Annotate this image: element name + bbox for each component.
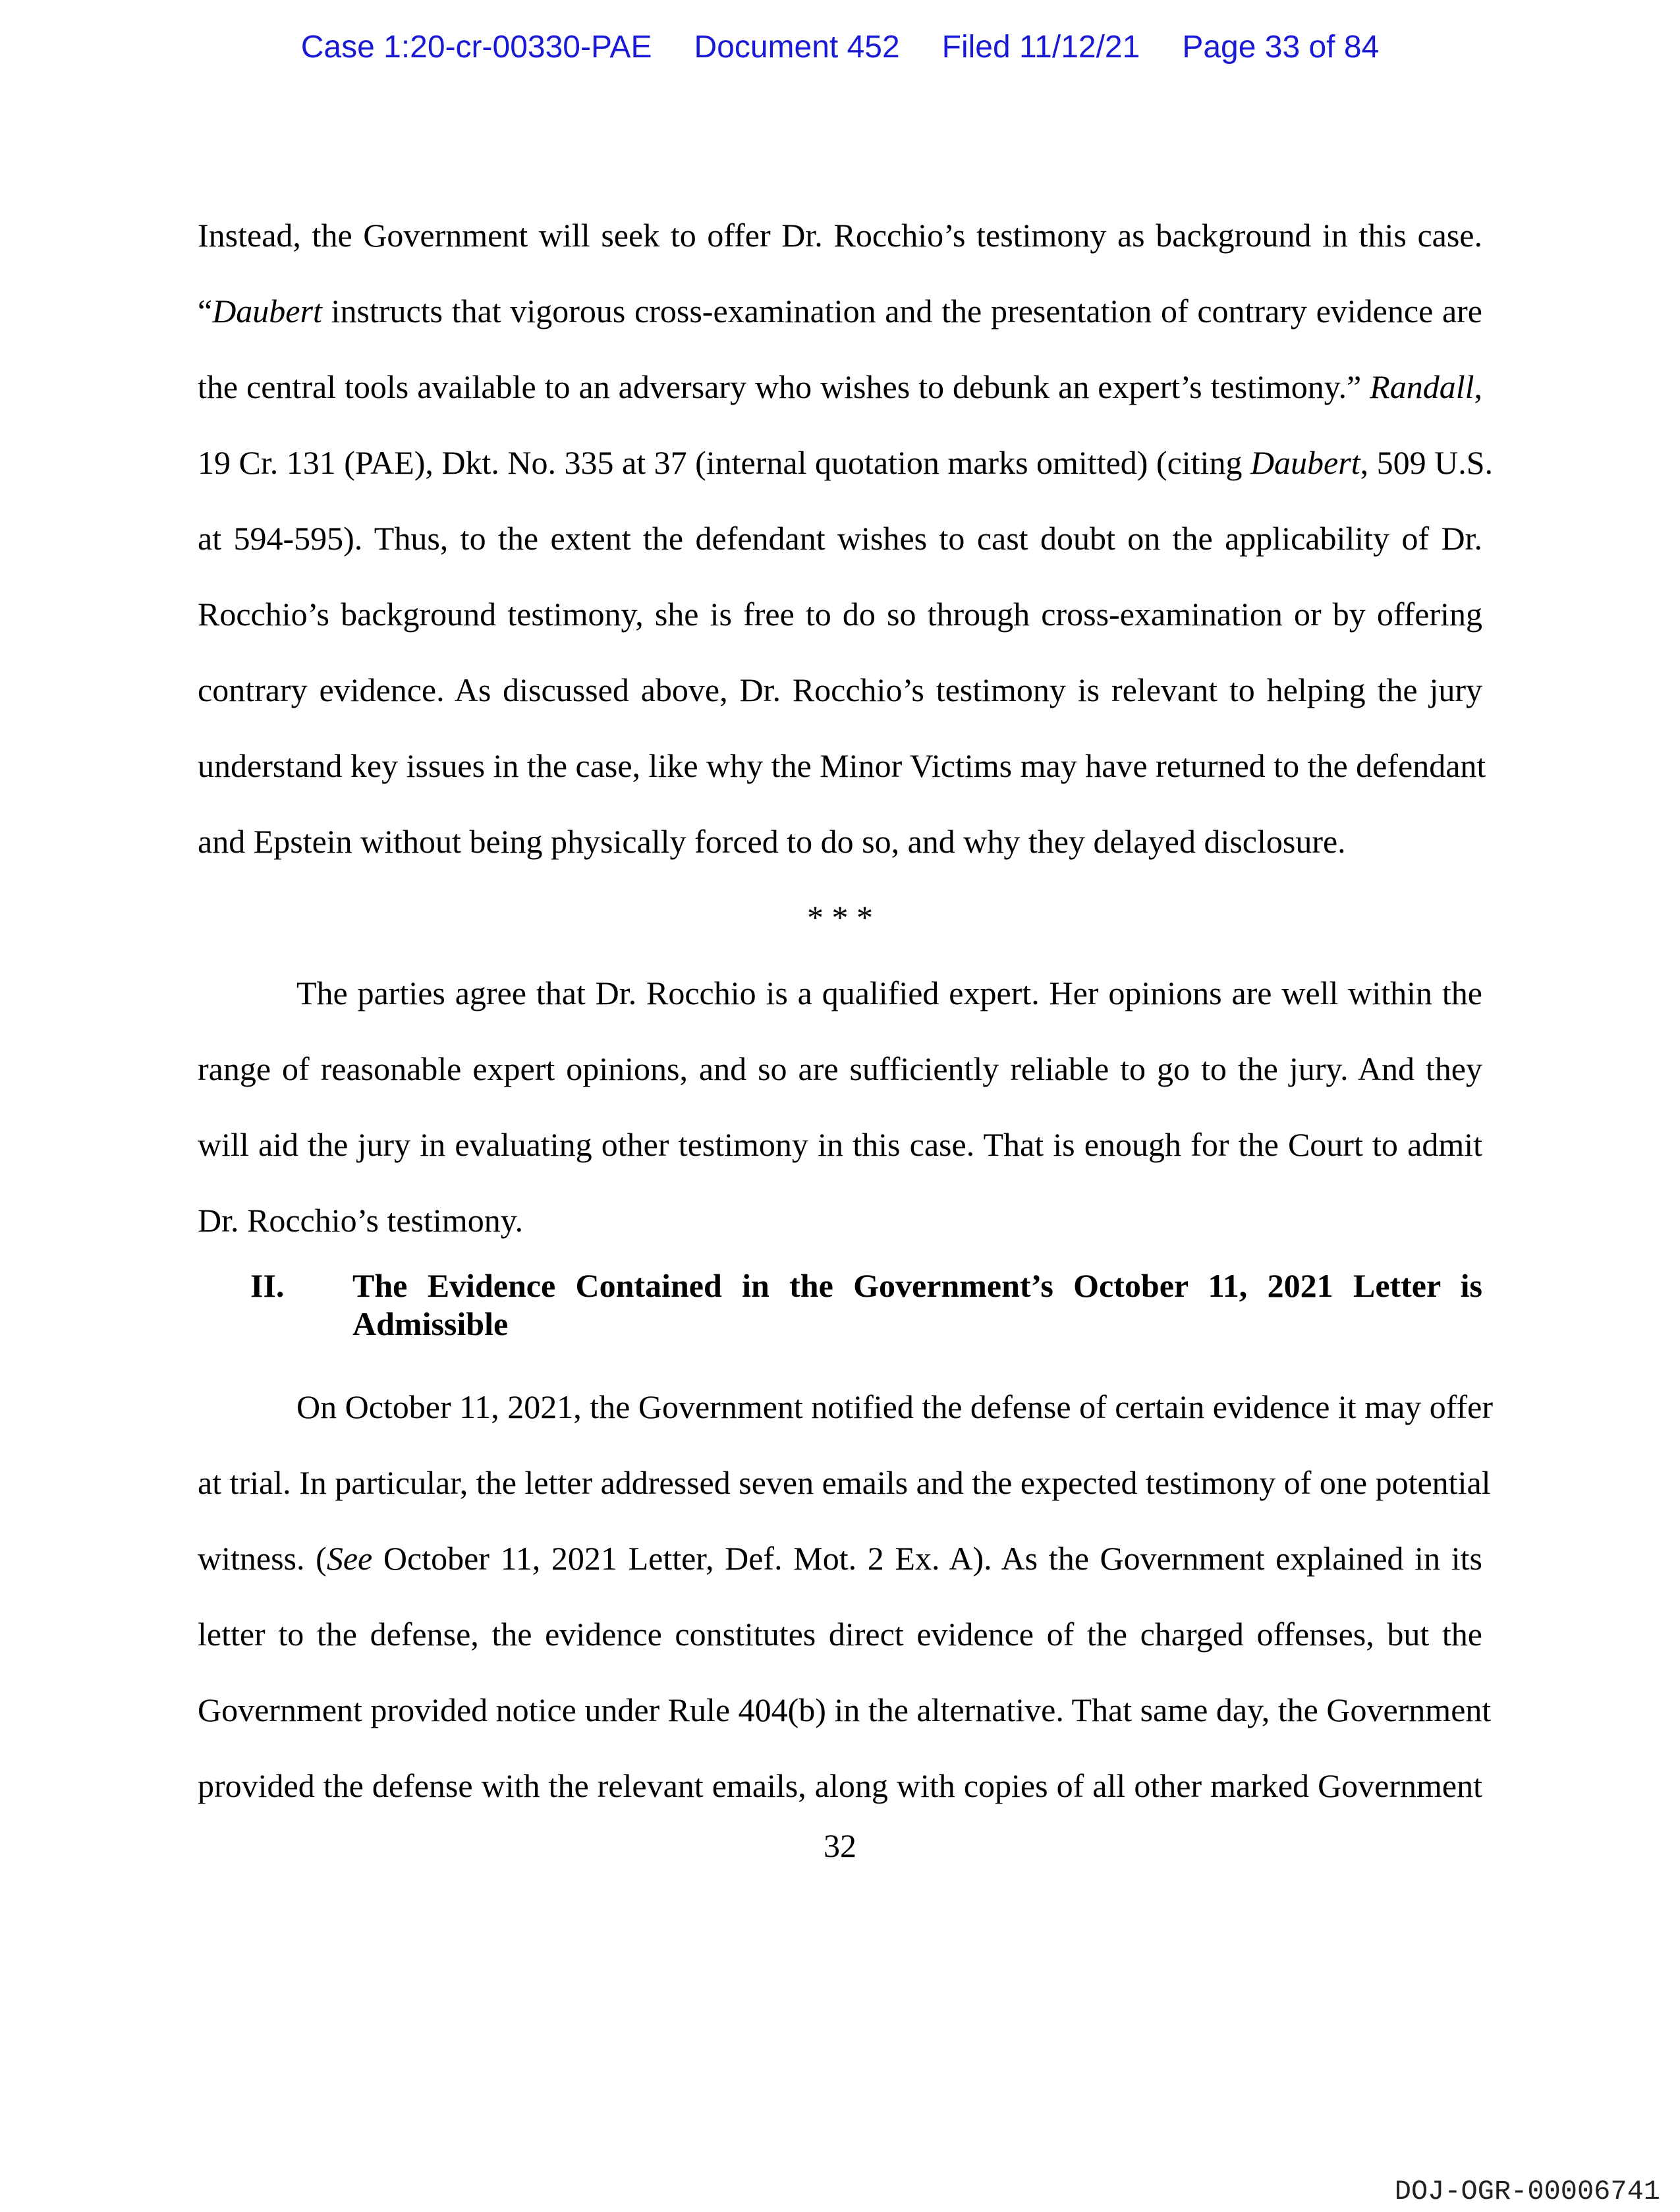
text-line: understand key issues in the case, like why the Minor Victims may have returned to the defendant	[198, 747, 1486, 784]
section-i-continuation-paragraph	[198, 198, 1494, 880]
page-number: 32	[824, 1827, 856, 1864]
text-line: at trial. In particular, the letter addressed seven emails and the expected testimony of one potential	[198, 1464, 1491, 1501]
filed-date: Filed 11/12/21	[941, 30, 1140, 65]
case-citation-randall: Randall	[1370, 368, 1474, 405]
page-indicator: Page 33 of 84	[1182, 30, 1380, 65]
text-line: provided the defense with the relevant emails, along with copies of all other marked Government	[198, 1767, 1482, 1804]
signal-see: See	[326, 1540, 373, 1577]
case-citation-daubert: Daubert	[1250, 444, 1360, 481]
text-line: at 594-595). Thus, to the extent the defendant wishes to cast doubt on the applicability of Dr.	[198, 520, 1482, 557]
text-line: the central tools available to an adversary who wishes to debunk an expert’s testimony.” Randall,	[198, 368, 1482, 405]
section-separator: * * *	[807, 899, 873, 936]
text-line: and Epstein without being physically forced to do so, and why they delayed disclosure.	[198, 823, 1346, 860]
text-line: Rocchio’s background testimony, she is free to do so through cross-examination or by offering	[198, 596, 1482, 633]
text-line: “Daubert instructs that vigorous cross-examination and the presentation of contrary evidence are	[198, 293, 1482, 329]
text-line: Instead, the Government will seek to offer Dr. Rocchio’s testimony as background in this case.	[198, 217, 1482, 254]
text-line: contrary evidence. As discussed above, Dr. Rocchio’s testimony is relevant to helping the jury	[198, 671, 1482, 708]
section-heading	[198, 1266, 1482, 1343]
text-line: Government provided notice under Rule 404(b) in the alternative. That same day, the Government	[198, 1691, 1492, 1728]
case-citation-daubert: Daubert	[212, 293, 322, 329]
section-title-line-2: Admissible	[352, 1305, 509, 1342]
section-title-line-1: The Evidence Contained in the Government’s October 11, 2021 Letter is	[352, 1267, 1482, 1304]
document-number: Document 452	[694, 30, 900, 65]
text-line: witness. (See October 11, 2021 Letter, Def. Mot. 2 Ex. A). As the Government explained in its	[198, 1540, 1482, 1577]
text-line: 19 Cr. 131 (PAE), Dkt. No. 335 at 37 (internal quotation marks omitted) (citing Daubert, 509 U.S.	[198, 444, 1494, 481]
case-number: Case 1:20-cr-00330-PAE	[300, 30, 652, 65]
text-line: letter to the defense, the evidence constitutes direct evidence of the charged offenses, but the	[198, 1616, 1482, 1653]
ecf-header	[0, 29, 1680, 65]
conclusion-paragraph	[198, 955, 1482, 1259]
section-number: II.	[250, 1267, 285, 1304]
text-line: will aid the jury in evaluating other testimony in this case. That is enough for the Court to admit	[198, 1126, 1482, 1163]
document-body	[198, 198, 1494, 1824]
section-ii-paragraph	[198, 1369, 1494, 1824]
text-line: range of reasonable expert opinions, and so are sufficiently reliable to go to the jury. And they	[198, 1050, 1482, 1087]
text-line: The parties agree that Dr. Rocchio is a qualified expert. Her opinions are well within the	[296, 975, 1482, 1011]
text-line: On October 11, 2021, the Government notified the defense of certain evidence it may offer	[296, 1388, 1494, 1425]
bates-number: DOJ-OGR-00006741	[1394, 2176, 1660, 2207]
text-line: Dr. Rocchio’s testimony.	[198, 1202, 523, 1239]
